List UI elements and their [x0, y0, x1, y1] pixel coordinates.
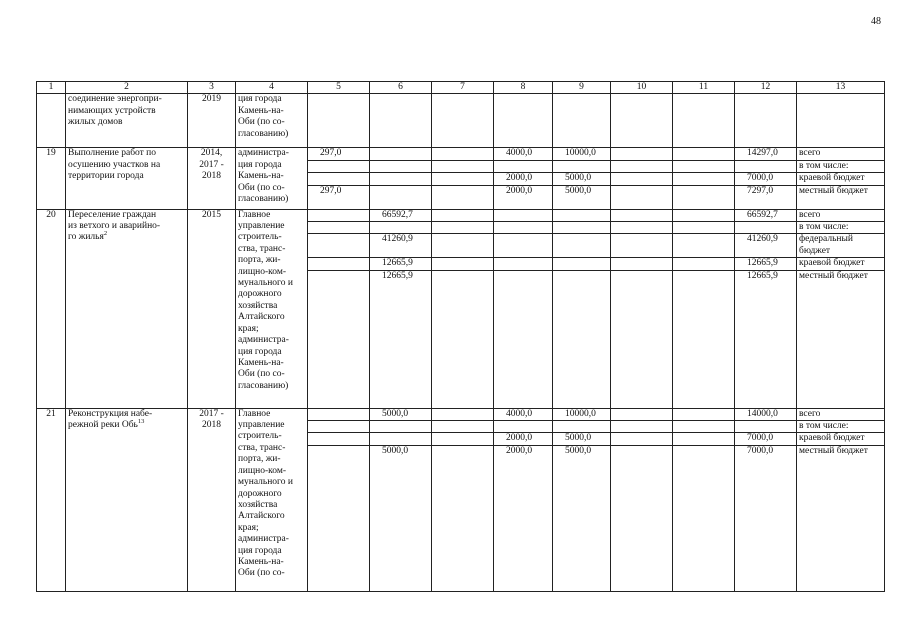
col-8-value: 2000,0: [494, 173, 553, 185]
col-6-value: 5000,0: [370, 445, 432, 591]
footnote-marker: 2: [103, 230, 108, 238]
col-5-value: [308, 408, 370, 420]
col-6-value: [370, 222, 432, 234]
col-9-value: [553, 160, 611, 172]
col-6-value: [370, 94, 432, 148]
col-11-value: [673, 209, 735, 221]
col-8-value: 2000,0: [494, 433, 553, 445]
header-cell-3: 3: [188, 82, 236, 94]
col-6-value: [370, 185, 432, 209]
years-cell: 2014, 2017 - 2018: [188, 148, 236, 209]
col-9-value: [553, 94, 611, 148]
funding-source: краевой бюджет: [797, 173, 885, 185]
col-7-value: [432, 173, 494, 185]
col-12-value: 14000,0: [735, 408, 797, 420]
header-cell-7: 7: [432, 82, 494, 94]
col-7-value: [432, 148, 494, 160]
col-8-value: 2000,0: [494, 445, 553, 591]
col-7-value: [432, 258, 494, 270]
col-11-value: [673, 222, 735, 234]
col-11-value: [673, 270, 735, 408]
executor-cell: Главное управление строитель- ства, транс- порта, жи- лищно-ком- мунального и дорожного хозяйства Алтайского края; администра- ция города Камень-на- Оби (по со-: [236, 408, 308, 591]
col-12-value: 66592,7: [735, 209, 797, 221]
years-cell: 2015: [188, 209, 236, 408]
col-8-value: 4000,0: [494, 148, 553, 160]
col-8-value: [494, 94, 553, 148]
col-8-value: [494, 270, 553, 408]
col-7-value: [432, 209, 494, 221]
col-12-value: 7000,0: [735, 433, 797, 445]
col-6-value: 41260,9: [370, 234, 432, 258]
header-cell-12: 12: [735, 82, 797, 94]
header-cell-13: 13: [797, 82, 885, 94]
col-5-value: [308, 222, 370, 234]
col-7-value: [432, 222, 494, 234]
col-5-value: [308, 270, 370, 408]
col-12-value: 12665,9: [735, 270, 797, 408]
col-6-value: 5000,0: [370, 408, 432, 420]
col-12-value: 7000,0: [735, 173, 797, 185]
col-7-value: [432, 94, 494, 148]
col-12-value: 7297,0: [735, 185, 797, 209]
col-7-value: [432, 433, 494, 445]
col-12-value: [735, 160, 797, 172]
col-5-value: [308, 209, 370, 221]
col-5-value: [308, 94, 370, 148]
col-9-value: [553, 222, 611, 234]
col-9-value: 5000,0: [553, 445, 611, 591]
row-number: 20: [37, 209, 66, 408]
page-number: 48: [871, 16, 881, 27]
col-6-value: [370, 433, 432, 445]
col-12-value: 41260,9: [735, 234, 797, 258]
header-cell-6: 6: [370, 82, 432, 94]
header-cell-5: 5: [308, 82, 370, 94]
col-12-value: [735, 421, 797, 433]
funding-source: [797, 94, 885, 148]
table-row-continued: [37, 94, 885, 148]
col-10-value: [611, 222, 673, 234]
col-8-value: [494, 222, 553, 234]
col-6-value: 12665,9: [370, 258, 432, 270]
header-cell-1: 1: [37, 82, 66, 94]
col-6-value: [370, 160, 432, 172]
col-7-value: [432, 445, 494, 591]
funding-source: краевой бюджет: [797, 258, 885, 270]
col-9-value: 10000,0: [553, 408, 611, 420]
col-9-value: 5000,0: [553, 433, 611, 445]
col-5-value: 297,0: [308, 148, 370, 160]
col-8-value: [494, 234, 553, 258]
col-10-value: [611, 173, 673, 185]
col-10-value: [611, 433, 673, 445]
col-10-value: [611, 234, 673, 258]
col-7-value: [432, 421, 494, 433]
activity-name: Реконструкция набе- режной реки Обь$^{13}$: [68, 408, 153, 431]
funding-source: федеральный бюджет: [797, 234, 885, 258]
col-5-value: [308, 234, 370, 258]
row-number: 21: [37, 408, 66, 591]
col-12-value: 14297,0: [735, 148, 797, 160]
col-11-value: [673, 185, 735, 209]
col-9-value: 5000,0: [553, 185, 611, 209]
col-7-value: [432, 185, 494, 209]
col-11-value: [673, 433, 735, 445]
executor-cell: ция города Камень-на- Оби (по со- гласованию): [236, 94, 308, 148]
activity-name: Выполнение работ по осушению участков на территории города: [68, 148, 161, 182]
col-10-value: [611, 408, 673, 420]
col-7-value: [432, 160, 494, 172]
col-10-value: [611, 160, 673, 172]
header-cell-2: 2: [66, 82, 188, 94]
funding-source: краевой бюджет: [797, 433, 885, 445]
col-7-value: [432, 234, 494, 258]
years-cell: 2019: [188, 94, 236, 148]
col-10-value: [611, 94, 673, 148]
col-8-value: 2000,0: [494, 185, 553, 209]
col-5-value: [308, 173, 370, 185]
col-7-value: [432, 270, 494, 408]
header-cell-10: 10: [611, 82, 673, 94]
col-8-value: [494, 421, 553, 433]
col-6-value: [370, 173, 432, 185]
funding-source: всего: [797, 209, 885, 221]
col-5-value: [308, 258, 370, 270]
col-5-value: [308, 160, 370, 172]
col-10-value: [611, 270, 673, 408]
years-cell: 2017 - 2018: [188, 408, 236, 591]
col-8-value: [494, 160, 553, 172]
header-row: [37, 82, 885, 94]
executor-cell: администра- ция города Камень-на- Оби (по со- гласованию): [236, 148, 308, 209]
table-row: [37, 408, 885, 420]
table-row: [37, 209, 885, 221]
header-cell-4: 4: [236, 82, 308, 94]
col-9-value: [553, 421, 611, 433]
col-6-value: [370, 421, 432, 433]
executor-cell: Главное управление строитель- ства, транс- порта, жи- лищно-ком- мунального и дорожного хозяйства Алтайского края; администра- ция города Камень-на- Оби (по со- гласованию): [236, 209, 308, 408]
col-9-value: [553, 258, 611, 270]
col-5-value: 297,0: [308, 185, 370, 209]
col-8-value: [494, 258, 553, 270]
col-10-value: [611, 258, 673, 270]
col-6-value: 12665,9: [370, 270, 432, 408]
col-10-value: [611, 185, 673, 209]
activity-name: соединение энергопри- нимающих устройств жилых домов: [66, 94, 188, 148]
funding-source: в том числе:: [797, 222, 885, 234]
col-9-value: 5000,0: [553, 173, 611, 185]
col-11-value: [673, 234, 735, 258]
program-table: [36, 81, 885, 592]
activity-name-cell: [66, 148, 188, 209]
col-11-value: [673, 173, 735, 185]
activity-name-cell: [66, 408, 188, 591]
activity-name: Переселение граждан из ветхого и аварийно- го жилья$^2$: [68, 209, 161, 243]
funding-source: в том числе:: [797, 160, 885, 172]
row-number: [37, 94, 66, 148]
col-5-value: [308, 433, 370, 445]
col-8-value: [494, 209, 553, 221]
funding-source: местный бюджет: [797, 185, 885, 209]
funding-source: всего: [797, 408, 885, 420]
col-9-value: [553, 234, 611, 258]
col-11-value: [673, 160, 735, 172]
col-10-value: [611, 421, 673, 433]
col-12-value: [735, 222, 797, 234]
funding-source: местный бюджет: [797, 270, 885, 408]
col-5-value: [308, 421, 370, 433]
activity-name-cell: [66, 209, 188, 408]
funding-source: местный бюджет: [797, 445, 885, 591]
col-9-value: [553, 270, 611, 408]
header-cell-8: 8: [494, 82, 553, 94]
row-number: 19: [37, 148, 66, 209]
col-11-value: [673, 445, 735, 591]
col-11-value: [673, 408, 735, 420]
footnote-marker: 13: [137, 417, 145, 425]
col-11-value: [673, 421, 735, 433]
col-6-value: 66592,7: [370, 209, 432, 221]
col-11-value: [673, 94, 735, 148]
col-10-value: [611, 445, 673, 591]
col-12-value: [735, 94, 797, 148]
table-row: [37, 148, 885, 160]
col-5-value: [308, 445, 370, 591]
col-10-value: [611, 148, 673, 160]
col-12-value: 12665,9: [735, 258, 797, 270]
funding-source: в том числе:: [797, 421, 885, 433]
col-10-value: [611, 209, 673, 221]
col-9-value: 10000,0: [553, 148, 611, 160]
col-6-value: [370, 148, 432, 160]
col-8-value: 4000,0: [494, 408, 553, 420]
col-11-value: [673, 258, 735, 270]
col-7-value: [432, 408, 494, 420]
col-12-value: 7000,0: [735, 445, 797, 591]
header-cell-9: 9: [553, 82, 611, 94]
col-11-value: [673, 148, 735, 160]
funding-source: всего: [797, 148, 885, 160]
header-cell-11: 11: [673, 82, 735, 94]
col-9-value: [553, 209, 611, 221]
